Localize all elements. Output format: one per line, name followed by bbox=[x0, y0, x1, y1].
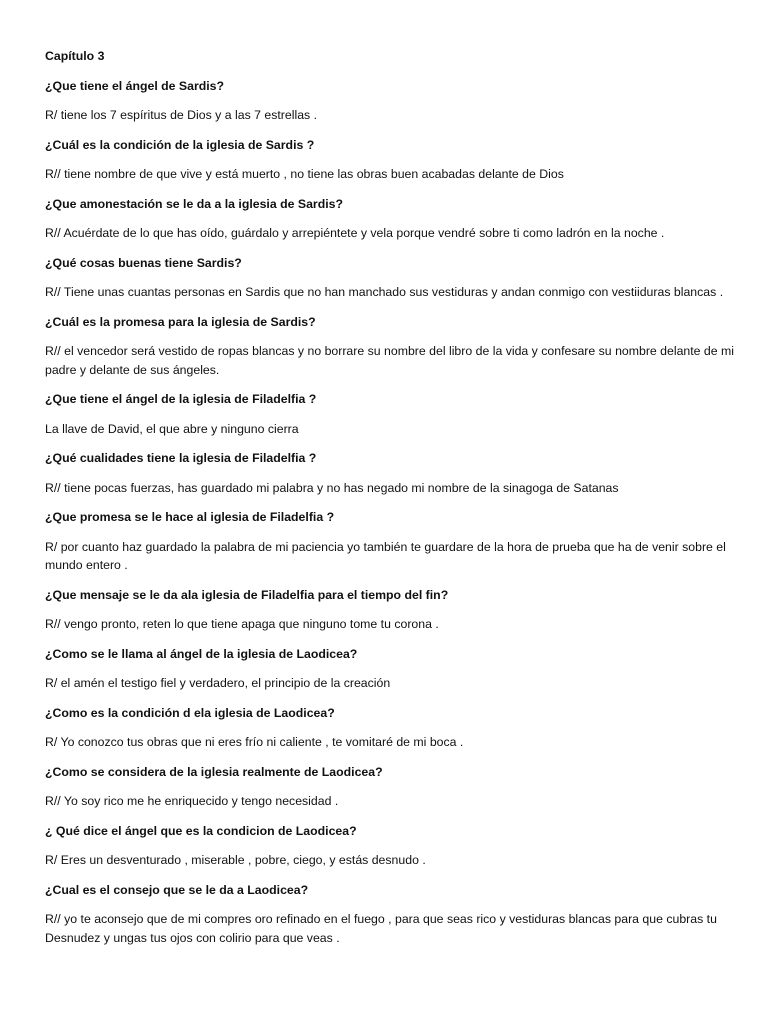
question-text: ¿Que tiene el ángel de Sardis? bbox=[45, 78, 225, 93]
answer-text: R/ tiene los 7 espíritus de Dios y a las 7 estrellas . bbox=[45, 108, 318, 122]
qa-item bbox=[45, 449, 735, 497]
answer-text: R// tiene nombre de que vive y está muerto , no tiene las obras buen acabadas delante de Dios bbox=[45, 167, 564, 181]
question-text: ¿Como es la condición d ela iglesia de Laodicea? bbox=[45, 705, 335, 720]
question-text: ¿Qué cosas buenas tiene Sardis? bbox=[45, 255, 242, 270]
qa-item bbox=[45, 508, 735, 575]
chapter-heading: Capítulo 3 bbox=[45, 49, 105, 63]
qa-item bbox=[45, 77, 735, 125]
qa-item bbox=[45, 704, 735, 752]
question-text: ¿Que promesa se le hace al iglesia de Filadelfia ? bbox=[45, 510, 335, 524]
qa-item bbox=[45, 822, 735, 870]
qa-item bbox=[45, 586, 735, 634]
answer-text: R/ Eres un desventurado , miserable , pobre, ciego, y estás desnudo . bbox=[45, 853, 426, 867]
question-text: ¿Que tiene el ángel de la iglesia de Filadelfia ? bbox=[45, 392, 317, 406]
qa-item bbox=[45, 195, 735, 243]
qa-item bbox=[45, 390, 735, 438]
question-text: ¿Que amonestación se le da a la iglesia de Sardis? bbox=[45, 196, 343, 211]
answer-text: R// tiene pocas fuerzas, has guardado mi palabra y no has negado mi nombre de la sinagoga de Satanas bbox=[45, 480, 619, 495]
document-page bbox=[45, 47, 735, 958]
answer-text: R// el vencedor será vestido de ropas blancas y no borrare su nombre del libro de la vida y confesare su nombre delante de mi padre y delante de sus ángeles. bbox=[45, 344, 735, 377]
qa-item bbox=[45, 763, 735, 811]
question-text: ¿Como se considera de la iglesia realmente de Laodicea? bbox=[45, 764, 383, 779]
question-text: ¿Que mensaje se le da ala iglesia de Filadelfia para el tiempo del fin? bbox=[45, 587, 449, 602]
question-text: ¿Cuál es la promesa para la iglesia de Sardis? bbox=[45, 314, 316, 329]
qa-item bbox=[45, 313, 735, 380]
answer-text: R// Acuérdate de lo que has oído, guárdalo y arrepiéntete y vela porque vendré sobre ti como ladrón en la noche . bbox=[45, 226, 665, 240]
answer-text: R/ por cuanto haz guardado la palabra de mi paciencia yo también te guardare de la hora de prueba que ha de venir sobre el mundo entero . bbox=[45, 539, 726, 572]
question-text: ¿ Qué dice el ángel que es la condicion de Laodicea? bbox=[45, 823, 357, 838]
answer-text: R/ Yo conozco tus obras que ni eres frío ni caliente , te vomitaré de mi boca . bbox=[45, 735, 464, 749]
question-text: ¿Qué cualidades tiene la iglesia de Filadelfia ? bbox=[45, 451, 317, 465]
answer-text: R/ el amén el testigo fiel y verdadero, el principio de la creación bbox=[45, 676, 391, 690]
question-text: ¿Cual es el consejo que se le da a Laodicea? bbox=[45, 882, 309, 897]
qa-item bbox=[45, 645, 735, 693]
answer-text: R// yo te aconsejo que de mi compres oro refinado en el fuego , para que seas rico y vestiduras blancas para que cubras tu Desnudez y ungas tus ojos con colirio para que veas . bbox=[45, 912, 717, 945]
answer-text: R// vengo pronto, reten lo que tiene apaga que ninguno tome tu corona . bbox=[45, 617, 439, 631]
qa-item bbox=[45, 254, 735, 302]
answer-text: R// Tiene unas cuantas personas en Sardis que no han manchado sus vestiduras y andan conmigo con vestiiduras blancas . bbox=[45, 285, 724, 299]
answer-text: La llave de David, el que abre y ninguno cierra bbox=[45, 421, 299, 436]
qa-item bbox=[45, 136, 735, 184]
qa-item bbox=[45, 881, 735, 948]
question-text: ¿Como se le llama al ángel de la iglesia de Laodicea? bbox=[45, 646, 358, 661]
question-text: ¿Cuál es la condición de la iglesia de Sardis ? bbox=[45, 137, 315, 152]
answer-text: R// Yo soy rico me he enriquecido y tengo necesidad . bbox=[45, 794, 339, 808]
